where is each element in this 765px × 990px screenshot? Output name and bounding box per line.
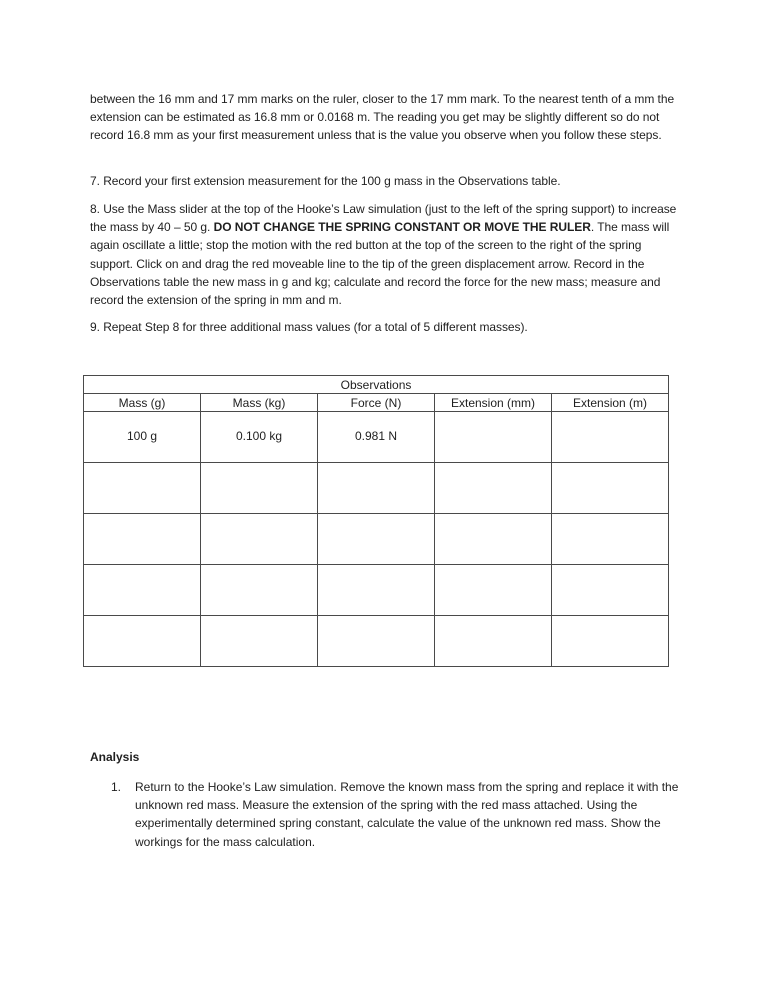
table-cell[interactable] <box>552 565 669 616</box>
table-cell[interactable] <box>318 514 435 565</box>
table-cell-value <box>318 514 434 531</box>
table-body <box>84 412 669 667</box>
step-8-text-start: 8. Use the Mass slider at the top of the Hooke’s Law simulation (just to the left of the spring support) to increase the mass by 40 – 50 g. <box>90 202 677 235</box>
column-header: Extension (m) <box>552 394 669 412</box>
column-header: Mass (g) <box>84 394 201 412</box>
table-cell-value <box>435 514 551 531</box>
analysis-item-text: Return to the Hooke’s Law simulation. Remove the known mass from the spring and replace it with the unknown red mass. Measure the extension of the spring with the red mass attached. Using the experimentally determined spring constant, calculate the value of the unknown red mass. Show the workings for the mass calculation. <box>135 780 679 849</box>
table-cell[interactable] <box>552 616 669 667</box>
table-cell[interactable] <box>84 616 201 667</box>
table-row <box>84 616 669 667</box>
table-cell-value <box>552 463 668 480</box>
analysis-heading: Analysis <box>90 750 140 764</box>
table-cell-value <box>201 616 317 633</box>
analysis-list <box>90 778 680 851</box>
step-8-text-end: . The mass will again oscillate a little; stop the motion with the red button at the top of the screen to the right of the spring support. Click on and drag the red moveable line to the tip of the green displacement arrow. Record in the Observations table the new mass in g and kg; calculate and record the force for the new mass; measure and record the extension of the spring in mm and m. <box>90 220 670 308</box>
table-cell[interactable] <box>435 565 552 616</box>
table-cell-value <box>201 565 317 582</box>
table-cell-value <box>552 412 668 429</box>
table-row <box>84 463 669 514</box>
table-cell[interactable] <box>84 463 201 514</box>
table-cell-value <box>552 565 668 582</box>
table-cell-value <box>84 565 200 582</box>
table-cell-value <box>318 616 434 633</box>
table-header-row <box>84 394 669 412</box>
analysis-item-number: 1. <box>111 780 122 794</box>
table-cell-value <box>84 616 200 633</box>
table-cell[interactable] <box>552 514 669 565</box>
table-cell[interactable] <box>84 514 201 565</box>
table-cell[interactable] <box>552 412 669 463</box>
intro-paragraph: between the 16 mm and 17 mm marks on the ruler, closer to the 17 mm mark. To the nearest tenth of a mm the extension can be estimated as 16.8 mm or 0.0168 m. The reading you get may be slightly different so do not record 16.8 mm as your first measurement unless that is the value you observe when you follow these steps. <box>90 92 675 143</box>
table-cell-value <box>435 565 551 582</box>
observations-table <box>83 375 669 667</box>
column-header: Mass (kg) <box>201 394 318 412</box>
table-cell-value <box>201 463 317 480</box>
table-cell-value: 0.981 N <box>354 429 398 443</box>
analysis-item <box>90 778 680 851</box>
table-cell-value <box>84 463 200 480</box>
table-cell[interactable] <box>318 616 435 667</box>
table-row <box>84 514 669 565</box>
table-cell-value <box>435 412 551 429</box>
table-row <box>84 412 669 463</box>
table-cell-value <box>318 565 434 582</box>
table-cell[interactable] <box>435 514 552 565</box>
table-cell-value <box>201 514 317 531</box>
table-cell-value <box>435 463 551 480</box>
table-cell-value <box>318 463 434 480</box>
table-cell[interactable] <box>201 412 318 463</box>
table-cell[interactable] <box>201 565 318 616</box>
table-row <box>84 565 669 616</box>
table-cell[interactable] <box>201 616 318 667</box>
table-cell[interactable] <box>435 412 552 463</box>
step-8-paragraph <box>90 200 680 309</box>
table-title: Observations <box>340 378 412 392</box>
table-cell-value <box>552 514 668 531</box>
table-title-row <box>84 376 669 394</box>
table-cell[interactable] <box>84 412 201 463</box>
column-header: Extension (mm) <box>435 394 552 412</box>
table-title-cell <box>84 376 669 394</box>
column-header: Force (N) <box>318 394 435 412</box>
table-cell[interactable] <box>201 514 318 565</box>
table-cell[interactable] <box>318 412 435 463</box>
table-cell-value <box>435 616 551 633</box>
table-cell-value <box>552 616 668 633</box>
table-cell-value: 0.100 kg <box>235 429 283 443</box>
table-cell-value: 100 g <box>126 429 158 443</box>
table-cell[interactable] <box>552 463 669 514</box>
table-cell[interactable] <box>318 463 435 514</box>
table-cell[interactable] <box>435 616 552 667</box>
table-cell[interactable] <box>318 565 435 616</box>
step-8-warning: DO NOT CHANGE THE SPRING CONSTANT OR MOVE THE RULER <box>213 220 591 235</box>
table-cell[interactable] <box>435 463 552 514</box>
table-cell[interactable] <box>84 565 201 616</box>
table-cell[interactable] <box>201 463 318 514</box>
step-9-paragraph: 9. Repeat Step 8 for three additional mass values (for a total of 5 different masses). <box>90 320 528 334</box>
step-7-paragraph: 7. Record your first extension measurement for the 100 g mass in the Observations table. <box>90 174 561 188</box>
table-cell-value <box>84 514 200 531</box>
